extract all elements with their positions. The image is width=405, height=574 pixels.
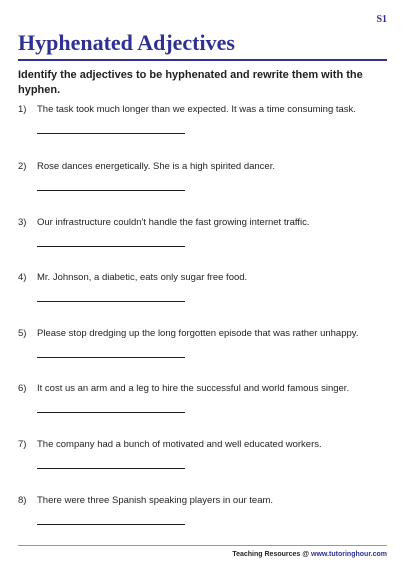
worksheet-code: S1 (376, 14, 387, 25)
footer-label: Teaching Resources @ (232, 551, 310, 558)
answer-line[interactable] (37, 301, 185, 302)
question-5 (18, 328, 390, 378)
instructions: Identify the adjectives to be hyphenated and rewrite them with the hyphen. (18, 69, 363, 96)
question-6 (18, 383, 390, 433)
question-number: 7) (18, 439, 27, 450)
footer-link[interactable]: www.tutoringhour.com (311, 551, 387, 558)
title-divider (18, 59, 387, 61)
question-2 (18, 161, 390, 211)
question-number: 3) (18, 217, 27, 228)
answer-line[interactable] (37, 357, 185, 358)
answer-line[interactable] (37, 412, 185, 413)
footer (232, 551, 387, 558)
question-text: The task took much longer than we expected. It was a time consuming task. (37, 104, 356, 115)
question-1 (18, 104, 390, 154)
answer-line[interactable] (37, 468, 185, 469)
question-number: 4) (18, 272, 27, 283)
question-text: Please stop dredging up the long forgotten episode that was rather unhappy. (37, 328, 359, 339)
answer-line[interactable] (37, 190, 185, 191)
question-text: Mr. Johnson, a diabetic, eats only sugar free food. (37, 272, 248, 283)
question-text: There were three Spanish speaking players in our team. (37, 495, 274, 506)
question-7 (18, 439, 390, 489)
question-number: 8) (18, 495, 27, 506)
question-number: 1) (18, 104, 27, 115)
question-4 (18, 272, 390, 322)
answer-line[interactable] (37, 246, 185, 247)
question-text: The company had a bunch of motivated and well educated workers. (37, 439, 322, 450)
question-number: 6) (18, 383, 27, 394)
footer-divider (18, 545, 387, 546)
page-title: Hyphenated Adjectives (18, 30, 235, 55)
question-text: It cost us an arm and a leg to hire the successful and world famous singer. (37, 383, 350, 394)
question-3 (18, 217, 390, 267)
question-number: 2) (18, 161, 27, 172)
question-text: Our infrastructure couldn't handle the fast growing internet traffic. (37, 217, 310, 228)
answer-line[interactable] (37, 524, 185, 525)
answer-line[interactable] (37, 133, 185, 134)
question-8 (18, 495, 390, 545)
question-number: 5) (18, 328, 27, 339)
question-text: Rose dances energetically. She is a high spirited dancer. (37, 161, 275, 172)
